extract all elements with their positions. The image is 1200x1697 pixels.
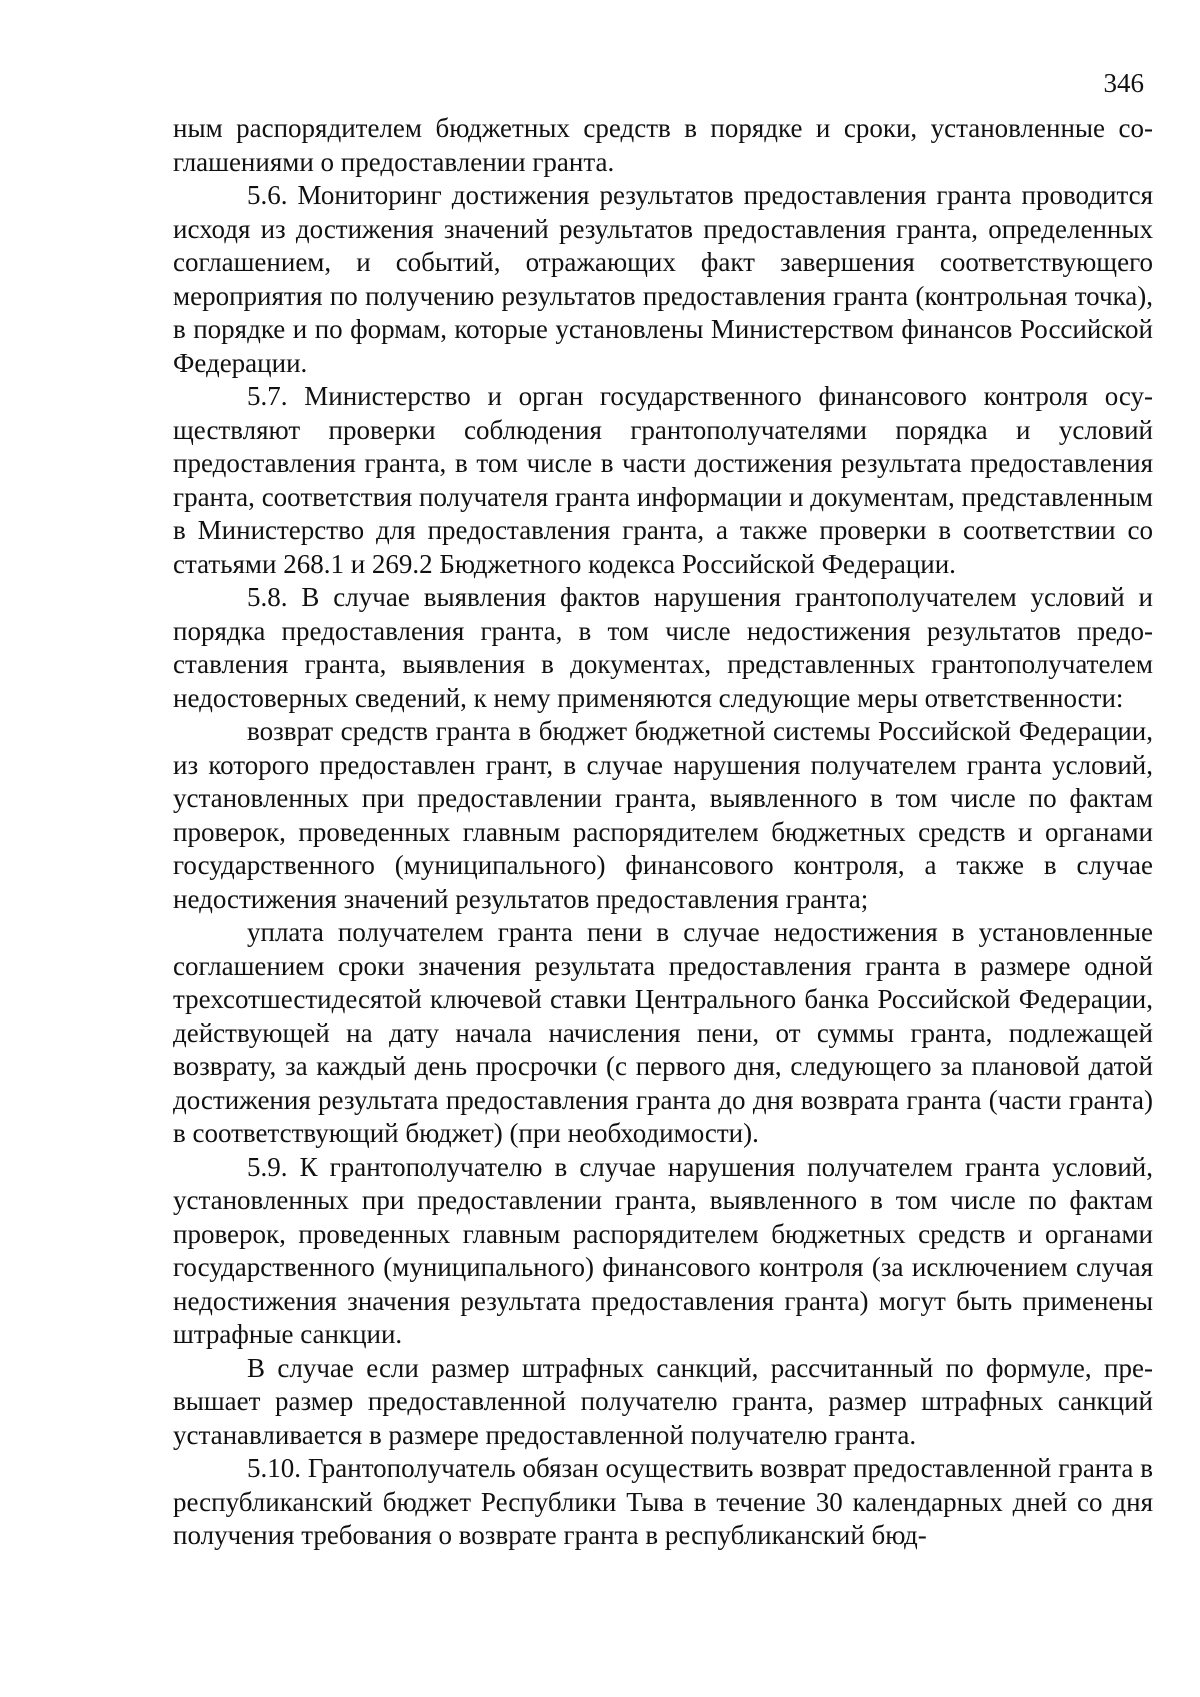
paragraph-continuation: ным распорядителем бюджетных средств в порядке и сроки, установленные соглашениями о предоставлении гранта.: [173, 113, 1153, 177]
paragraph-5-7: 5.7. Министерство и орган государственного финансового контроля осуществляют проверки соблюдения грантополучателями порядка и условий предоставления гранта, в том числе в части достижения результата предоставления гранта, соответствия получателя гранта информации и документам, представленным в Министерство для предоставления гранта, а также проверки в соответствии со статьями 268.1 и 269.2 Бюджетного кодекса Российской Федерации.: [173, 381, 1153, 579]
page-number: 346: [1103, 68, 1144, 98]
paragraph-5-9: 5.9. К грантополучателю в случае нарушения получателем гранта условий, установленных при предоставлении гранта, выявленного в том числе по фактам проверок, проведенных главным распорядителем бюджетных средств и органами государственного (муниципального) финансового контроля (за исключением случая недостижения значения результата предоставления гранта) могут быть применены штрафные санкции.: [173, 1151, 1153, 1349]
paragraph-5-6: 5.6. Мониторинг достижения результатов предоставления гранта проводится исходя из достижения значений результатов предоставления гранта, определенных соглашением, и событий, отражающих факт завершения соответствующего мероприятия по получению результатов предоставления гранта (контрольная точка), в порядке и по формам, которые установлены Министерством финансов Российской Федерации.: [173, 180, 1153, 378]
paragraph-5-9-fines: В случае если размер штрафных санкций, рассчитанный по формуле, превышает размер предоставленной получателю гранта, размер штрафных санкций устанавливается в размере предоставленной получателю гранта.: [173, 1352, 1153, 1450]
paragraph-5-8-penalty: уплата получателем гранта пени в случае недостижения в установленные соглашением сроки значения результата предоставления гранта в размере одной трехсотшестидесятой ключевой ставки Центрального банка Российской Федерации, действующей на дату начала начисления пени, от суммы гранта, подлежащей возврату, за каждый день просрочки (с первого дня, следующего за плановой датой достижения результата предоставления гранта до дня возврата гранта (части гранта) в соответствующий бюджет) (при необходимости).: [173, 917, 1153, 1148]
paragraph-5-8-refund: возврат средств гранта в бюджет бюджетной системы Российской Федерации, из которого предоставлен грант, в случае нарушения получателем гранта условий, установленных при предоставлении гранта, выявленного в том числе по фактам проверок, проведенных главным распорядителем бюджетных средств и органами государственного (муниципального) финансового контроля, а также в случае недостижения значений результатов предоставления гранта;: [173, 716, 1153, 914]
paragraph-5-10: 5.10. Грантополучатель обязан осуществить возврат предоставленной гранта в республиканский бюджет Республики Тыва в течение 30 календарных дней со дня получения требования о возврате гранта в республиканский бюд-: [173, 1453, 1153, 1550]
paragraph-5-8: 5.8. В случае выявления фактов нарушения грантополучателем условий и порядка предоставления гранта, в том числе недостижения результатов предоставления гранта, выявления в документах, представленных грантополучателем недостоверных сведений, к нему применяются следующие меры ответственности:: [173, 582, 1153, 713]
document-body: [173, 112, 1153, 1553]
